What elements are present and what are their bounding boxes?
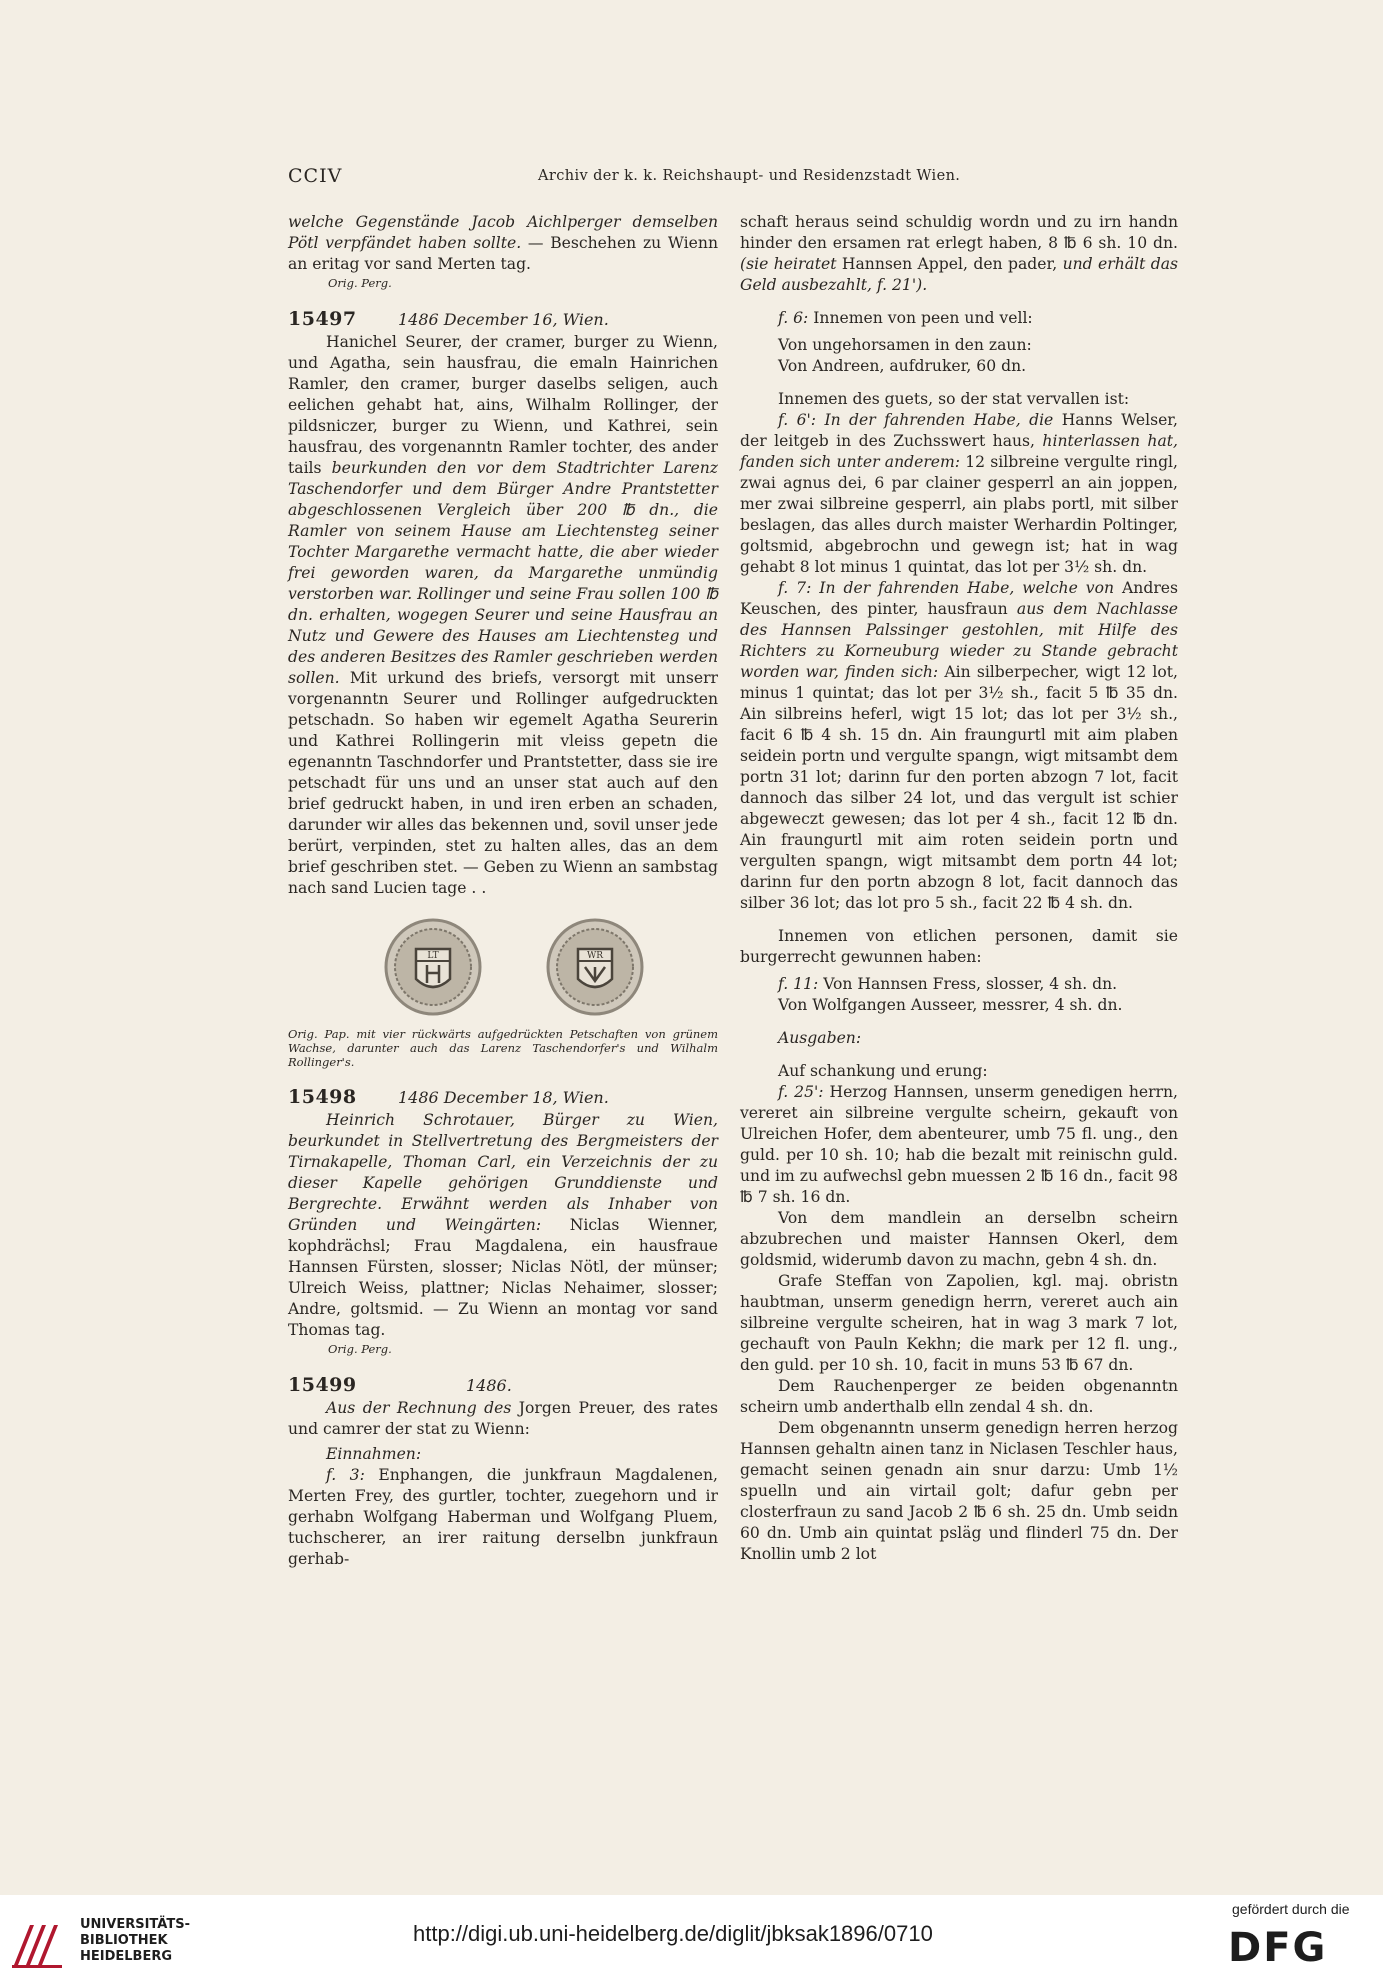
entry-text	[740, 308, 1178, 329]
page-header	[288, 165, 1178, 193]
entry-number: 15497	[288, 308, 357, 330]
entry-text	[288, 1110, 718, 1341]
entry-text	[740, 410, 1178, 578]
entry-text	[288, 332, 718, 899]
entry-number: 15499	[288, 1374, 357, 1396]
seal-caption: Orig. Pap. mit vier rückwärts aufgedrückten Petschaften von grünem Wachse, darunter auch das Larenz Taschendorfer's und Wilhalm Rollinger's.	[288, 1027, 718, 1069]
entry-text	[740, 974, 1178, 995]
text: — Beschehen zu Wienn an eritag vor sand Merten tag.	[288, 234, 718, 273]
entry-text: Von Andreen, aufdruker, 60 dn.	[778, 357, 1027, 375]
text: Von Hannsen Fress, slosser, 4 sh. dn.	[818, 975, 1118, 993]
text: Hanichel Seurer, der cramer, burger zu Wienn, und Agatha, sein hausfrau, die emaln Hainrichen Ramler, den cramer, burger daselbs seligen, auch eelichen gehabt hat, ains, Wilhalm Rollinger, der pildsniczer, burger zu Wienn, und Kathrei, sein hausfrau, des vorgenanntn Ramler tochter, des ander tails	[288, 333, 718, 477]
text: Niclas Wienner, kophdrächsl; Frau Magdalena, ein hausfraue Hannsen Fürsten, slosser; Niclas Nötl, der münser; Ulreich Weiss, plattner; Niclas Nehaimer, slosser; Andre, goltsmid. — Zu Wienn an montag vor sand Thomas tag.	[288, 1216, 718, 1339]
entry-text: Innemen des guets, so der stat vervallen ist:	[778, 390, 1130, 408]
seal-letters: WR	[586, 951, 604, 961]
text: Herzog Hannsen, unserm genedigen herrn, vereret ain silbreine vergulte scheirn, gekauft von Ulreichen Hofer, dem abenteurer, umb 75 fl. ung., den guld. per 10 sh. 10; hab die bezalt mit reinischn guld. und im zu aufwechsl gebn muessen 2 ℔ 16 dn., facit 98 ℔ 7 sh. 16 dn.	[740, 1083, 1179, 1206]
folio-label: f. 11:	[778, 975, 819, 993]
entry-text	[288, 1465, 718, 1570]
entry-text	[740, 212, 1178, 296]
text: Innemen von peen und vell:	[808, 309, 1033, 327]
entry-text	[740, 578, 1178, 914]
page-number: CCIV	[288, 165, 343, 187]
entry-text: Dem obgenanntn unserm genedign herren herzog Hannsen gehaltn ainen tanz in Niclasen Teschler haus, gemacht seinen genadn ain snur darzu: Umb 1½ spuelln und ain virtail golt; dafur gebn per closterfraun zu sand Jacob 2 ℔ 6 sh. 25 dn. Umb seidn 60 dn. Umb ain quintat psläg und flinderl 75 dn. Der Knollin umb 2 lot	[740, 1419, 1178, 1563]
entry-text: Von dem mandlein an derselbn scheirn abzubrechen und maister Hannsen Okerl, dem goldsmid, widerumb davon zu machn, gebn 4 sh. dn.	[740, 1209, 1178, 1269]
entry-text	[288, 1398, 718, 1440]
entry-text: Innemen von etlichen personen, damit sie burgerrecht gewunnen haben:	[740, 927, 1178, 966]
entry-date: 1486 December 18, Wien.	[398, 1088, 609, 1107]
permalink-url[interactable]: http://digi.ub.uni-heidelberg.de/diglit/jbksak1896/0710	[413, 1921, 933, 1946]
seal-rollinger-icon	[545, 917, 645, 1017]
university-library-logo-icon	[10, 1917, 68, 1969]
text-italic: beurkunden den vor dem Stadtrichter Larenz Taschendorfer und dem Bürger Andre Prantstetter abgeschlossenen Vergleich über 200 ℔ dn., die Ramler von seinem Hause am Liechtensteg seiner Tochter Margarethe vermacht hatte, die aber wieder frei geworden waren, da Margarethe unmündig verstorben war. Rollinger und seine Frau sollen 100 ℔ dn. erhalten, wogegen Seurer und seine Hausfrau an Nutz und Gewere des Hauses am Liechtensteg und des anderen Besitzes des Ramler geschrieben werden sollen.	[288, 459, 718, 687]
text-italic: und erhält das Geld ausbezahlt, f. 21').	[740, 255, 1179, 294]
folio-label: f. 6:	[778, 309, 809, 327]
entry-text: Auf schankung und erung:	[778, 1062, 988, 1080]
text: schaft heraus seind schuldig wordn und zu irn handn hinder den ersamen rat erlegt haben, 8 ℔ 6 sh. 10 dn.	[740, 213, 1178, 252]
entry-text: Von ungehorsamen in den zaun:	[778, 336, 1032, 354]
section-heading: Einnahmen:	[326, 1445, 422, 1463]
entry-date: 1486.	[466, 1376, 512, 1395]
right-column	[740, 212, 1178, 1565]
entry-text	[740, 1082, 1178, 1208]
funding-note: gefördert durch die	[1232, 1901, 1350, 1917]
entry-text: Von Wolfgangen Ausseer, messrer, 4 sh. dn.	[778, 996, 1123, 1014]
text-italic: Aus der Rechnung des	[326, 1399, 512, 1417]
folio-label: f. 25':	[778, 1083, 824, 1101]
text: Hannsen Appel, den pader,	[836, 255, 1058, 273]
text: 12 silbreine vergulte ringl, zwai agnus dei, 6 par clainer gesperrl an ain joppen, mer zwai silbreine gesperrl, ain plabs portl, mit silber beslagen, das alles durch maister Werhardin Poltinger, goltsmid, abgebrochn und gewegn ist; hat in wag gehabt 8 lot minus 1 quintat, das lot per 3½ sh. dn.	[740, 453, 1179, 576]
text-italic: hinterlassen hat, fanden sich unter anderem:	[740, 432, 1178, 471]
folio-label: f. 6': In der fahrenden Habe, die	[778, 411, 1054, 429]
text: Ain silberpecher, wigt 12 lot, minus 1 quintat; das lot per 3½ sh., facit 5 ℔ 35 dn. Ain silbreins heferl, wigt 15 lot; das lot per 3½ sh., facit 6 ℔ 4 sh. 15 dn. Ain fraungurtl mit aim plaben seidein portn und vergulte spangn, wigt mitsambt dem portn 31 lot; darinn fur den porten abzogn 7 lot, facit dannoch das silber 24 lot, und das vergult ist schier abgeweczt gewesen; das lot per 4 sh., facit 12 ℔ dn. Ain fraungurtl mit aim roten seidein portn und vergulten spangn, wigt mitsambt dem portn 44 lot; darinn fur den portn abzogn 8 lot, facit dannoch das silber 36 lot; das lot pro 5 sh., facit 22 ℔ 4 sh. dn.	[740, 663, 1179, 912]
entry-text: Grafe Steffan von Zapolien, kgl. maj. obristn haubtman, unserm genedign herrn, vereret auch ain silbreine vergulte scheiren, hat in wag 3 mark 7 lot, gechauft von Pauln Kekhn; die mark per 12 fl. ung., den guld. per 10 sh. 10, facit in muns 53 ℔ 67 dn.	[740, 1272, 1178, 1374]
section-heading: Ausgaben:	[778, 1029, 862, 1047]
text: Jorgen Preuer, des rates und camrer der stat zu Wienn:	[288, 1399, 718, 1438]
entry-continuation	[288, 212, 718, 275]
dfg-logo: DFG	[1228, 1925, 1328, 1971]
text-italic: aus dem Nachlasse des Hannsen Palssinger gestohlen, mit Hilfe des Richters zu Korneuburg wieder zu Stande gebracht worden war, finden sich:	[740, 600, 1178, 681]
entry-heading	[288, 1375, 718, 1396]
folio-label: f. 3:	[326, 1466, 365, 1484]
folio-label: f. 7: In der fahrenden Habe, welche von	[778, 579, 1115, 597]
running-title: Archiv der k. k. Reichshaupt- und Residenzstadt Wien.	[538, 168, 961, 184]
seal-letters: LT	[427, 951, 439, 961]
library-name-line: UNIVERSITÄTS-	[80, 1917, 190, 1932]
text: Enphangen, die junkfraun Magdalenen, Merten Frey, des gurtler, tochter, zuegehorn und ir gerhabn Wolfgang Haberman und Wolfgang Pluem, tuchscherer, an irer raitung derselbn junkfraun gerhab-	[288, 1466, 718, 1568]
text: Hanns Welser, der leitgeb in des Zuchsswert haus,	[740, 411, 1178, 450]
entry-text: Dem Rauchenperger ze beiden obgenanntn scheirn umb anderthalb elln zendal 4 sh. dn.	[740, 1377, 1178, 1416]
text: Andres Keuschen, des pinter, hausfraun	[740, 579, 1178, 618]
entry-number: 15498	[288, 1086, 357, 1108]
entry-date: 1486 December 16, Wien.	[398, 310, 609, 329]
library-name-line: BIBLIOTHEK	[80, 1933, 168, 1948]
library-name	[80, 1917, 190, 1965]
text-italic: welche Gegenstände Jacob Aichlperger demselben Pötl verpfändet haben sollte.	[288, 213, 718, 252]
viewer-footer	[0, 1895, 1383, 1985]
seal-images	[310, 917, 718, 1017]
seal-taschendorfer-icon	[383, 917, 483, 1017]
entry-heading	[288, 309, 718, 330]
text: Mit urkund des briefs, versorgt mit unserr vorgenanntn Seurer und Rollinger aufgedruckten petschadn. So haben wir egemelt Agatha Seurerin und Kathrei Rollingerin mit vleiss gepetn die egenanntn Taschndorfer und Prantstetter, dass sie ire petschadt für uns und an unser stat auch auf den brief gedruckt haben, in und iren erben an schaden, darunder wir alles das bekennen und, sovil unser jede berürt, verpinden, stet zu halten alles, das an dem brief geschriben stet. — Geben zu Wienn an sambstag nach sand Lucien tage . .	[288, 669, 718, 897]
library-name-line: HEIDELBERG	[80, 1949, 173, 1964]
text-italic: (sie heiratet	[740, 255, 837, 273]
entry-heading	[288, 1087, 718, 1108]
left-column	[288, 212, 718, 1570]
text-italic: Heinrich Schrotauer, Bürger zu Wien, beurkundet in Stellvertretung des Bergmeisters der Tirnakapelle, Thoman Carl, ein Verzeichnis der zu dieser Kapelle gehörigen Grunddienste und Bergrechte. Erwähnt werden als Inhaber von Gründen und Weingärten:	[288, 1111, 718, 1234]
source-note: Orig. Perg.	[328, 276, 392, 290]
source-note: Orig. Perg.	[328, 1342, 392, 1356]
